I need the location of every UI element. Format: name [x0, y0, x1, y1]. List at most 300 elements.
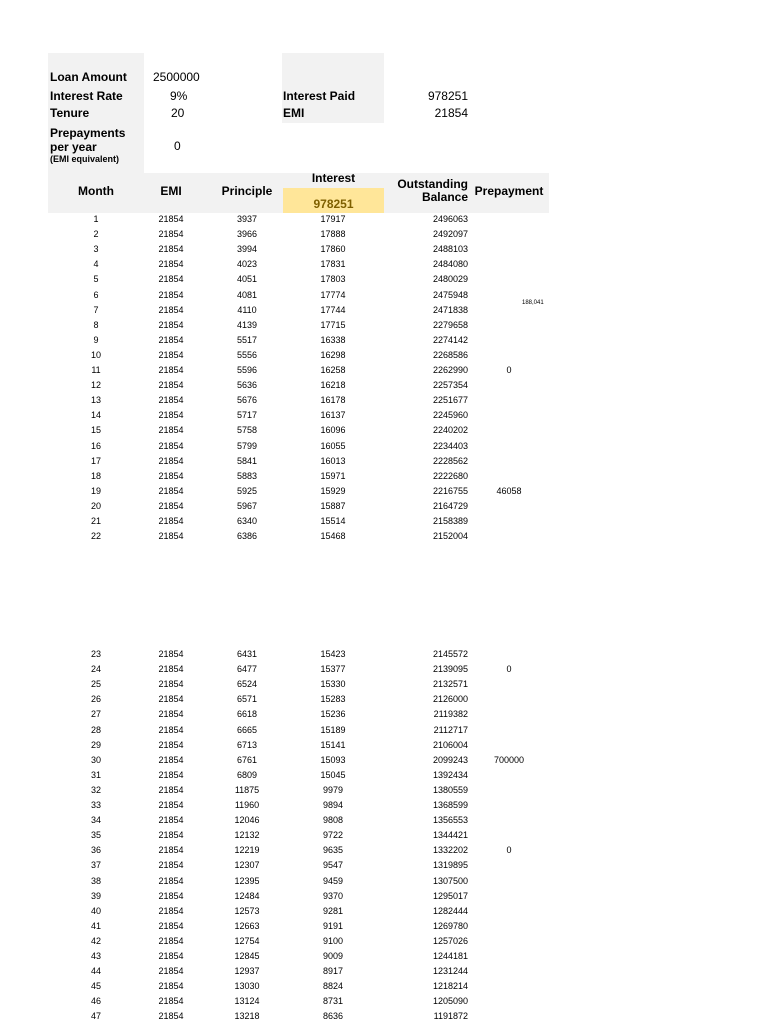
cell-interest[interactable]: 8636	[322, 1011, 344, 1022]
tenure-value[interactable]: 20	[171, 106, 185, 120]
cell-interest[interactable]: 9979	[322, 784, 344, 795]
cell-month[interactable]: 30	[90, 754, 101, 765]
cell-outstanding[interactable]: 1269780	[432, 920, 468, 931]
cell-emi[interactable]: 21854	[158, 334, 184, 345]
cell-interest[interactable]: 9722	[322, 830, 344, 841]
cell-emi[interactable]: 21854	[158, 649, 184, 659]
cell-month[interactable]: 26	[90, 694, 101, 705]
cell-principle[interactable]: 6386	[236, 531, 258, 542]
cell-interest[interactable]: 9894	[322, 800, 344, 810]
cell-principle[interactable]: 5967	[236, 500, 258, 511]
cell-principle[interactable]: 3937	[236, 214, 258, 224]
cell-emi[interactable]: 21854	[158, 860, 184, 871]
cell-principle[interactable]: 6665	[236, 724, 258, 735]
cell-principle[interactable]: 6340	[236, 516, 258, 526]
cell-interest[interactable]: 15045	[320, 769, 346, 780]
table-row	[0, 439, 768, 454]
cell-interest[interactable]: 17860	[320, 244, 346, 255]
cell-principle[interactable]: 6571	[236, 694, 258, 705]
cell-month[interactable]: 9	[93, 334, 99, 345]
cell-outstanding[interactable]: 2492097	[432, 229, 468, 240]
cell-month[interactable]: 14	[90, 410, 101, 421]
cell-principle[interactable]: 6524	[236, 679, 258, 690]
cell-month[interactable]: 12	[90, 380, 101, 391]
cell-emi[interactable]: 21854	[158, 304, 184, 315]
cell-principle[interactable]: 6809	[236, 769, 258, 780]
cell-principle[interactable]: 4051	[236, 274, 258, 285]
table-row	[0, 647, 768, 662]
header-emi: EMI	[160, 184, 182, 198]
cell-emi[interactable]: 21854	[158, 1011, 184, 1022]
cell-emi[interactable]: 21854	[158, 470, 184, 481]
cell-month[interactable]: 5	[93, 274, 99, 285]
cell-outstanding[interactable]: 2112717	[433, 724, 468, 735]
table-row	[0, 393, 768, 408]
cell-interest[interactable]: 17744	[320, 304, 346, 315]
table-row	[0, 272, 768, 287]
cell-emi[interactable]: 21854	[158, 920, 184, 931]
cell-interest[interactable]: 15423	[320, 649, 346, 659]
cell-emi[interactable]: 21854	[158, 739, 184, 750]
cell-month[interactable]: 1	[93, 214, 99, 224]
cell-outstanding[interactable]: 2488103	[432, 244, 468, 255]
cell-principle[interactable]: 11960	[234, 800, 260, 810]
cell-outstanding[interactable]: 2145572	[432, 649, 468, 659]
table-row	[0, 227, 768, 242]
cell-month[interactable]: 32	[90, 784, 101, 795]
cell-month[interactable]: 18	[90, 470, 101, 481]
table-row	[0, 692, 768, 707]
cell-outstanding[interactable]: 2164729	[432, 500, 468, 511]
cell-interest[interactable]: 15283	[320, 694, 346, 705]
cell-principle[interactable]: 12663	[234, 920, 260, 931]
cell-interest[interactable]: 16218	[320, 380, 346, 391]
table-row	[0, 783, 768, 798]
cell-emi[interactable]: 21854	[158, 890, 184, 901]
table-row	[0, 469, 768, 484]
cell-interest[interactable]: 9100	[322, 935, 344, 946]
header-interest: Interest	[311, 171, 356, 185]
cell-outstanding[interactable]: 1392434	[432, 769, 468, 780]
cell-principle[interactable]: 12484	[234, 890, 260, 901]
cell-interest[interactable]: 8917	[322, 966, 344, 977]
cell-emi[interactable]: 21854	[158, 694, 184, 705]
cell-month[interactable]: 39	[90, 890, 101, 901]
cell-prepayment[interactable]: 0	[506, 664, 512, 675]
cell-principle[interactable]: 5799	[236, 440, 258, 451]
cell-month[interactable]: 8	[93, 319, 99, 330]
cell-interest[interactable]: 15971	[320, 470, 346, 481]
cell-outstanding[interactable]: 1191872	[433, 1011, 468, 1022]
cell-month[interactable]: 41	[90, 920, 101, 931]
cell-outstanding[interactable]: 2132571	[432, 679, 468, 690]
cell-interest[interactable]: 16258	[320, 365, 346, 375]
cell-emi[interactable]: 21854	[158, 679, 184, 690]
table-row	[0, 303, 768, 318]
cell-month[interactable]: 33	[90, 800, 101, 810]
cell-month[interactable]: 44	[90, 966, 101, 977]
interest-paid-value: 978251	[427, 89, 468, 103]
cell-outstanding[interactable]: 2126000	[432, 694, 468, 705]
cell-emi[interactable]: 21854	[158, 395, 184, 406]
cell-principle[interactable]: 5925	[236, 485, 258, 496]
cell-outstanding[interactable]: 2099243	[432, 754, 468, 765]
cell-interest[interactable]: 15236	[320, 709, 346, 720]
cell-outstanding[interactable]: 2216755	[432, 485, 468, 496]
cell-interest[interactable]: 15141	[320, 739, 346, 750]
table-row	[0, 874, 768, 889]
cell-outstanding[interactable]: 2158389	[432, 516, 468, 526]
cell-emi[interactable]: 21854	[158, 214, 184, 224]
cell-prepayment[interactable]: 0	[506, 365, 512, 375]
cell-interest[interactable]: 16013	[320, 455, 346, 466]
cell-month[interactable]: 11	[91, 365, 101, 375]
cell-interest[interactable]: 17888	[320, 229, 346, 240]
cell-emi[interactable]: 21854	[158, 410, 184, 421]
cell-emi[interactable]: 21854	[158, 664, 184, 675]
cell-month[interactable]: 42	[90, 935, 101, 946]
table-row	[0, 212, 768, 227]
cell-outstanding[interactable]: 1282444	[432, 905, 468, 916]
cell-emi[interactable]: 21854	[158, 516, 184, 526]
cell-principle[interactable]: 12754	[234, 935, 260, 946]
cell-emi[interactable]: 21854	[158, 531, 184, 542]
cell-emi[interactable]: 21854	[158, 229, 184, 240]
table-row	[0, 333, 768, 348]
cell-outstanding[interactable]: 1344421	[432, 830, 468, 841]
cell-outstanding[interactable]: 1356553	[432, 815, 468, 826]
cell-interest[interactable]: 16096	[320, 425, 346, 436]
cell-emi[interactable]: 21854	[158, 349, 184, 360]
cell-month[interactable]: 27	[90, 709, 101, 720]
cell-emi[interactable]: 21854	[158, 981, 184, 992]
cell-outstanding[interactable]: 1380559	[432, 784, 468, 795]
cell-interest[interactable]: 9547	[322, 860, 344, 871]
cell-interest[interactable]: 15468	[320, 531, 346, 542]
table-row	[0, 843, 768, 858]
cell-principle[interactable]: 5636	[236, 380, 258, 391]
cell-outstanding[interactable]: 1257026	[432, 935, 468, 946]
cell-interest[interactable]: 9635	[322, 845, 344, 856]
cell-principle[interactable]: 12573	[234, 905, 260, 916]
cell-interest[interactable]: 15887	[320, 500, 346, 511]
cell-principle[interactable]: 13218	[234, 1011, 260, 1022]
table-row	[0, 529, 768, 544]
table-row	[0, 934, 768, 949]
cell-interest[interactable]: 17803	[320, 274, 346, 285]
cell-emi[interactable]: 21854	[158, 274, 184, 285]
cell-prepayment[interactable]: 46058	[496, 485, 522, 496]
cell-month[interactable]: 22	[90, 531, 101, 542]
cell-emi[interactable]: 21854	[158, 935, 184, 946]
table-row	[0, 484, 768, 499]
cell-interest[interactable]: 17715	[320, 319, 346, 330]
header-prepayment: Prepayment	[474, 184, 544, 198]
cell-outstanding[interactable]: 2106004	[432, 739, 468, 750]
emi-label: EMI	[283, 106, 305, 120]
cell-month[interactable]: 46	[90, 996, 101, 1007]
cell-month[interactable]: 20	[90, 500, 101, 511]
header-interest-total: 978251	[313, 197, 354, 211]
cell-interest[interactable]: 9459	[322, 875, 344, 886]
table-row	[0, 454, 768, 469]
table-row	[0, 257, 768, 272]
cell-interest[interactable]: 16298	[320, 349, 346, 360]
cell-emi[interactable]: 21854	[158, 905, 184, 916]
loan-amount-label: Loan Amount	[50, 70, 127, 84]
interest-rate-value[interactable]: 9%	[170, 89, 188, 103]
cell-interest[interactable]: 15189	[320, 724, 346, 735]
cell-principle[interactable]: 3994	[236, 244, 258, 255]
prepayments-value[interactable]: 0	[174, 139, 181, 153]
cell-principle[interactable]: 11875	[234, 784, 260, 795]
cell-principle[interactable]: 6713	[236, 739, 258, 750]
cell-month[interactable]: 17	[90, 455, 101, 466]
cell-emi[interactable]: 21854	[158, 289, 184, 300]
cell-principle[interactable]: 5841	[236, 455, 258, 466]
cell-outstanding[interactable]: 2475948	[432, 289, 468, 300]
table-row	[0, 288, 768, 303]
cell-principle[interactable]: 4023	[236, 259, 258, 270]
cell-emi[interactable]: 21854	[158, 996, 184, 1007]
table-row	[0, 514, 768, 529]
cell-outstanding[interactable]: 2119382	[433, 709, 468, 720]
header-balance: Balance	[421, 190, 468, 204]
cell-outstanding[interactable]: 2139095	[432, 664, 468, 675]
cell-interest[interactable]: 15377	[320, 664, 346, 675]
table-row	[0, 1009, 768, 1024]
cell-principle[interactable]: 5596	[236, 365, 258, 375]
cell-principle[interactable]: 6761	[236, 754, 258, 765]
emi-value: 21854	[434, 106, 468, 120]
interest-paid-label: Interest Paid	[283, 89, 356, 103]
table-row	[0, 378, 768, 393]
cell-month[interactable]: 25	[90, 679, 101, 690]
per-year-label: per year	[50, 140, 97, 154]
cell-outstanding[interactable]: 2257354	[432, 380, 468, 391]
cell-month[interactable]: 23	[90, 649, 101, 659]
cell-principle[interactable]: 13124	[234, 996, 260, 1007]
cell-emi[interactable]: 21854	[158, 425, 184, 436]
table-row	[0, 423, 768, 438]
cell-month[interactable]: 47	[90, 1011, 101, 1022]
cell-month[interactable]: 43	[90, 951, 101, 961]
cell-month[interactable]: 38	[90, 875, 101, 886]
table-row	[0, 677, 768, 692]
table-row	[0, 813, 768, 828]
cell-month[interactable]: 21	[90, 516, 101, 526]
cell-emi[interactable]: 21854	[158, 380, 184, 391]
table-row	[0, 318, 768, 333]
header-month: Month	[78, 184, 114, 198]
cell-interest[interactable]: 9281	[322, 905, 344, 916]
cell-prepayment[interactable]: 0	[506, 845, 512, 856]
cell-outstanding[interactable]: 1244181	[432, 951, 468, 961]
side-note: 188,041	[522, 300, 544, 306]
cell-principle[interactable]: 5676	[236, 395, 258, 406]
cell-month[interactable]: 24	[90, 664, 101, 675]
cell-emi[interactable]: 21854	[158, 724, 184, 735]
cell-month[interactable]: 2	[93, 229, 99, 240]
loan-amount-value[interactable]: 2500000	[153, 70, 200, 84]
cell-month[interactable]: 34	[90, 815, 101, 826]
cell-outstanding[interactable]: 1307500	[432, 875, 468, 886]
cell-outstanding[interactable]: 2471838	[432, 304, 468, 315]
cell-outstanding[interactable]: 1295017	[432, 890, 468, 901]
cell-outstanding[interactable]: 2234403	[432, 440, 468, 451]
table-row	[0, 858, 768, 873]
cell-emi[interactable]: 21854	[158, 365, 184, 375]
cell-emi[interactable]: 21854	[158, 440, 184, 451]
table-row	[0, 408, 768, 423]
cell-interest[interactable]: 8824	[322, 981, 344, 992]
cell-month[interactable]: 37	[90, 860, 101, 871]
cell-month[interactable]: 15	[90, 425, 101, 436]
table-row	[0, 753, 768, 768]
cell-emi[interactable]: 21854	[158, 244, 184, 255]
cell-month[interactable]: 19	[90, 485, 101, 496]
cell-outstanding[interactable]: 2262990	[432, 365, 468, 375]
cell-outstanding[interactable]: 2484080	[432, 259, 468, 270]
cell-interest[interactable]: 15330	[320, 679, 346, 690]
cell-outstanding[interactable]: 2152004	[432, 531, 468, 542]
cell-principle[interactable]: 12845	[234, 951, 260, 961]
cell-outstanding[interactable]: 1218214	[432, 981, 468, 992]
cell-principle[interactable]: 12046	[234, 815, 260, 826]
cell-interest[interactable]: 17917	[320, 214, 346, 224]
cell-interest[interactable]: 16338	[320, 334, 346, 345]
cell-emi[interactable]: 21854	[158, 800, 184, 810]
tenure-label: Tenure	[50, 106, 90, 120]
cell-principle[interactable]: 12219	[234, 845, 260, 856]
cell-interest[interactable]: 16178	[320, 395, 346, 406]
cell-principle[interactable]: 6431	[236, 649, 258, 659]
cell-emi[interactable]: 21854	[158, 455, 184, 466]
cell-interest[interactable]: 9191	[322, 920, 344, 931]
cell-principle[interactable]: 3966	[236, 229, 258, 240]
cell-principle[interactable]: 12307	[234, 860, 260, 871]
cell-interest[interactable]: 9370	[322, 890, 344, 901]
cell-principle[interactable]: 4139	[236, 319, 258, 330]
cell-month[interactable]: 10	[90, 349, 101, 360]
cell-interest[interactable]: 9808	[322, 815, 344, 826]
cell-emi[interactable]: 21854	[158, 830, 184, 841]
cell-outstanding[interactable]: 1319895	[432, 860, 468, 871]
cell-emi[interactable]: 21854	[158, 485, 184, 496]
cell-emi[interactable]: 21854	[158, 709, 184, 720]
table-row	[0, 768, 768, 783]
cell-interest[interactable]: 15514	[320, 516, 346, 526]
cell-outstanding[interactable]: 2240202	[432, 425, 468, 436]
cell-emi[interactable]: 21854	[158, 754, 184, 765]
cell-month[interactable]: 7	[93, 304, 99, 315]
interest-rate-label: Interest Rate	[50, 89, 123, 103]
cell-month[interactable]: 40	[90, 905, 101, 916]
cell-emi[interactable]: 21854	[158, 259, 184, 270]
cell-principle[interactable]: 4110	[237, 304, 257, 315]
cell-interest[interactable]: 15929	[320, 485, 346, 496]
cell-principle[interactable]: 4081	[236, 289, 258, 300]
cell-month[interactable]: 13	[90, 395, 101, 406]
table-row	[0, 994, 768, 1009]
table-row	[0, 889, 768, 904]
header-principle: Principle	[221, 184, 273, 198]
cell-emi[interactable]: 21854	[158, 784, 184, 795]
cell-outstanding[interactable]: 1231244	[432, 966, 468, 977]
cell-principle[interactable]: 5883	[236, 470, 258, 481]
cell-month[interactable]: 36	[90, 845, 101, 856]
cell-principle[interactable]: 12937	[234, 966, 260, 977]
cell-outstanding[interactable]: 1332202	[432, 845, 468, 856]
cell-emi[interactable]: 21854	[158, 500, 184, 511]
cell-emi[interactable]: 21854	[158, 875, 184, 886]
cell-interest[interactable]: 17774	[320, 289, 346, 300]
cell-outstanding[interactable]: 2496063	[432, 214, 468, 224]
table-row	[0, 348, 768, 363]
cell-emi[interactable]: 21854	[158, 951, 184, 961]
table-row	[0, 798, 768, 813]
cell-month[interactable]: 35	[90, 830, 101, 841]
cell-month[interactable]: 45	[90, 981, 101, 992]
cell-outstanding[interactable]: 1368599	[432, 800, 468, 810]
cell-prepayment[interactable]: 700000	[493, 754, 525, 765]
cell-interest[interactable]: 8731	[322, 996, 344, 1007]
cell-outstanding[interactable]: 2279658	[432, 319, 468, 330]
cell-interest[interactable]: 16055	[320, 440, 346, 451]
cell-interest[interactable]: 15093	[320, 754, 346, 765]
cell-principle[interactable]: 12132	[234, 830, 260, 841]
cell-principle[interactable]: 5517	[236, 334, 258, 345]
cell-month[interactable]: 16	[90, 440, 101, 451]
cell-outstanding[interactable]: 2480029	[432, 274, 468, 285]
cell-principle[interactable]: 5758	[236, 425, 258, 436]
cell-interest[interactable]: 9009	[322, 951, 344, 961]
cell-month[interactable]: 6	[93, 289, 99, 300]
table-row	[0, 964, 768, 979]
cell-outstanding[interactable]: 2222680	[432, 470, 468, 481]
cell-emi[interactable]: 21854	[158, 319, 184, 330]
cell-month[interactable]: 3	[93, 244, 99, 255]
cell-emi[interactable]: 21854	[158, 845, 184, 856]
cell-outstanding[interactable]: 2245960	[432, 410, 468, 421]
cell-month[interactable]: 29	[90, 739, 101, 750]
cell-interest[interactable]: 16137	[320, 410, 346, 421]
header-outstanding: Outstanding	[397, 177, 468, 191]
cell-principle[interactable]: 13030	[234, 981, 260, 992]
cell-outstanding[interactable]: 2274142	[432, 334, 468, 345]
cell-emi[interactable]: 21854	[158, 769, 184, 780]
cell-month[interactable]: 31	[90, 769, 101, 780]
cell-emi[interactable]: 21854	[158, 815, 184, 826]
cell-emi[interactable]: 21854	[158, 966, 184, 977]
cell-outstanding[interactable]: 2251677	[432, 395, 468, 406]
table-row	[0, 979, 768, 994]
cell-month[interactable]: 4	[93, 259, 99, 270]
cell-principle[interactable]: 5717	[236, 410, 258, 421]
table-row	[0, 919, 768, 934]
cell-principle[interactable]: 5556	[236, 349, 258, 360]
cell-outstanding[interactable]: 1205090	[432, 996, 468, 1007]
emi-equivalent-label: (EMI equivalent)	[50, 154, 120, 164]
cell-principle[interactable]: 6618	[236, 709, 258, 720]
cell-interest[interactable]: 17831	[320, 259, 346, 270]
cell-outstanding[interactable]: 2268586	[432, 349, 468, 360]
cell-principle[interactable]: 12395	[234, 875, 260, 886]
cell-principle[interactable]: 6477	[236, 664, 258, 675]
cell-month[interactable]: 28	[90, 724, 101, 735]
table-row	[0, 363, 768, 378]
cell-outstanding[interactable]: 2228562	[432, 455, 468, 466]
